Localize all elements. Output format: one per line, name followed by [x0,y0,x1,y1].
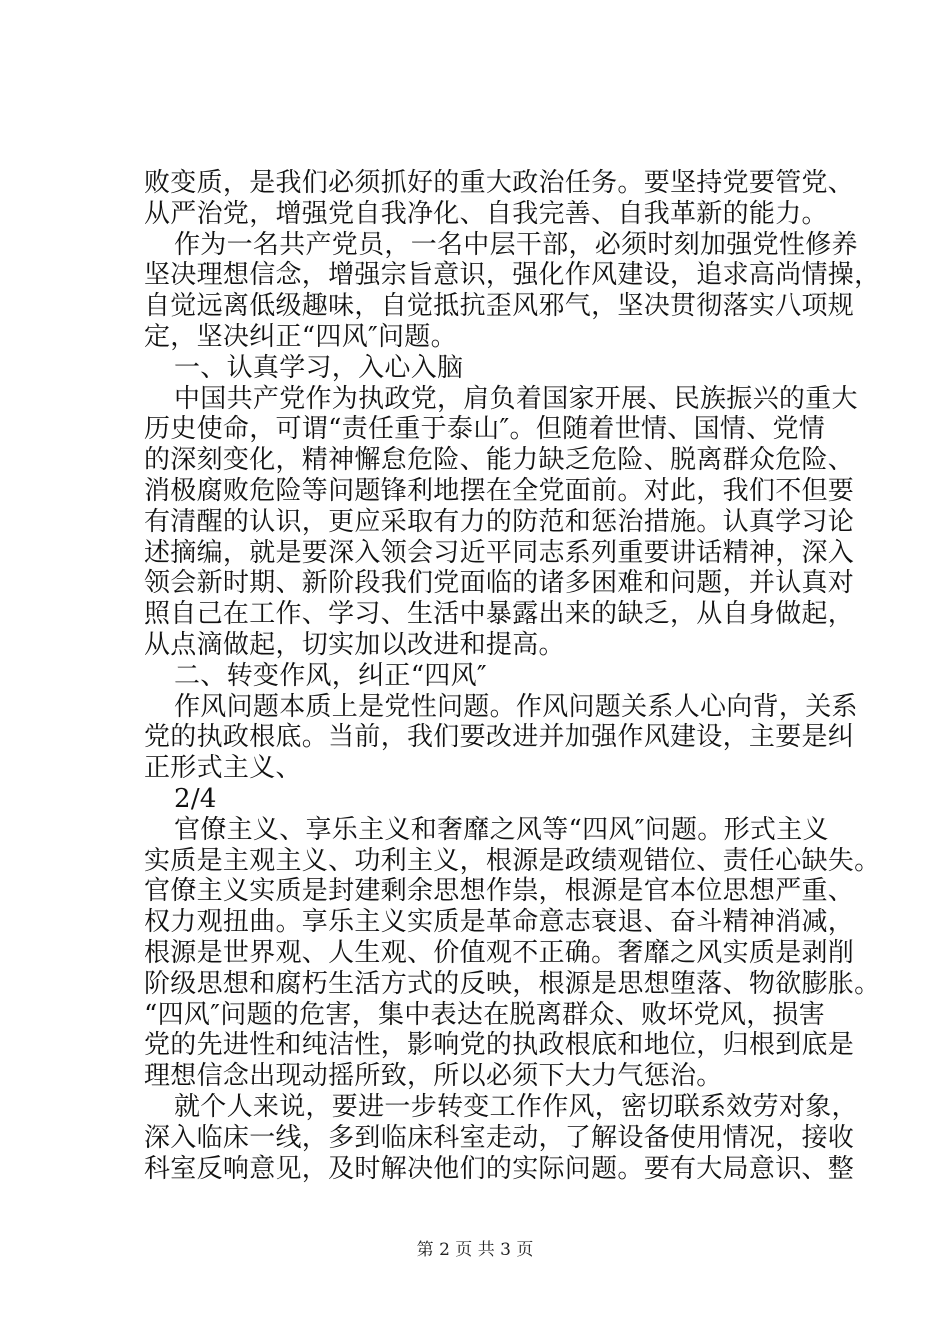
text-line: “四风″问题的危害，集中表达在脱离群众、败坏党风，损害 [144,999,826,1030]
text-line: 官僚主义实质是封建剩余思想作祟，根源是官本位思想严重、 [144,876,855,907]
text-line: 从严治党，增强党自我净化、自我完善、自我革新的能力。 [144,198,828,229]
text-line: 作为一名共产党员，一名中层干部，必须时刻加强党性修养 [174,229,858,260]
text-line: 领会新时期、新阶段我们党面临的诸多困难和问题，并认真对 [144,568,855,599]
text-line: 党的执政根底。当前，我们要改进并加强作风建设，主要是纠 [144,722,855,753]
text-line: 的深刻变化，精神懈怠危险、能力缺乏危险、脱离群众危险、 [144,445,855,476]
text-line: 作风问题本质上是党性问题。作风问题关系人心向背，关系 [174,691,858,722]
text-line: 权力观扭曲。享乐主义实质是革命意志衰退、奋斗精神消减， [144,907,855,938]
text-line: 2/4 [174,783,217,814]
text-line: 坚决理想信念，增强宗旨意识，强化作风建设，追求高尚情操， [144,260,881,291]
text-line: 败变质，是我们必须抓好的重大政治任务。要坚持党要管党、 [144,168,855,198]
text-line: 消极腐败危险等问题锋利地摆在全党面前。对此，我们不但要 [144,475,855,506]
page-footer: 第 2 页 共 3 页 [416,1240,534,1260]
text-line: 正形式主义、 [144,753,302,784]
text-line: 实质是主观主义、功利主义，根源是政绩观错位、责任心缺失。 [144,845,881,876]
text-line: 根源是世界观、人生观、价值观不正确。奢靡之风实质是剥削 [144,937,855,968]
text-line: 科室反响意见，及时解决他们的实际问题。要有大局意识、整 [144,1153,855,1184]
text-line: 定，坚决纠正“四风″问题。 [144,321,457,352]
text-line: 一、认真学习，入心入脑 [174,352,464,383]
text-line: 中国共产党作为执政党，肩负着国家开展、民族振兴的重大 [174,383,858,414]
text-line: 深入临床一线，多到临床科室走动，了解设备使用情况，接收 [144,1122,855,1153]
text-line: 阶级思想和腐朽生活方式的反映，根源是思想堕落、物欲膨胀。 [144,968,881,999]
text-line: 有清醒的认识，更应采取有力的防范和惩治措施。认真学习论 [144,506,855,537]
text-line: 官僚主义、享乐主义和奢靡之风等“四风″问题。形式主义 [174,814,829,845]
document-body [144,168,881,1184]
text-line: 历史使命，可谓“责任重于泰山″。但随着世情、国情、党情 [144,414,826,445]
text-line: 理想信念出现动摇所致，所以必须下大力气惩治。 [144,1061,723,1092]
text-line: 二、转变作风，纠正“四风″ [174,660,487,691]
text-line: 述摘编，就是要深入领会习近平同志系列重要讲话精神，深入 [144,537,855,568]
text-line: 照自己在工作、学习、生活中暴露出来的缺乏，从自身做起， [144,599,855,630]
text-line: 就个人来说，要进一步转变工作作风，密切联系效劳对象， [174,1091,858,1122]
text-line: 党的先进性和纯洁性，影响党的执政根底和地位，归根到底是 [144,1030,855,1061]
text-line: 自觉远离低级趣味，自觉抵抗歪风邪气，坚决贯彻落实八项规 [144,291,855,322]
text-line: 从点滴做起，切实加以改进和提高。 [144,629,565,660]
